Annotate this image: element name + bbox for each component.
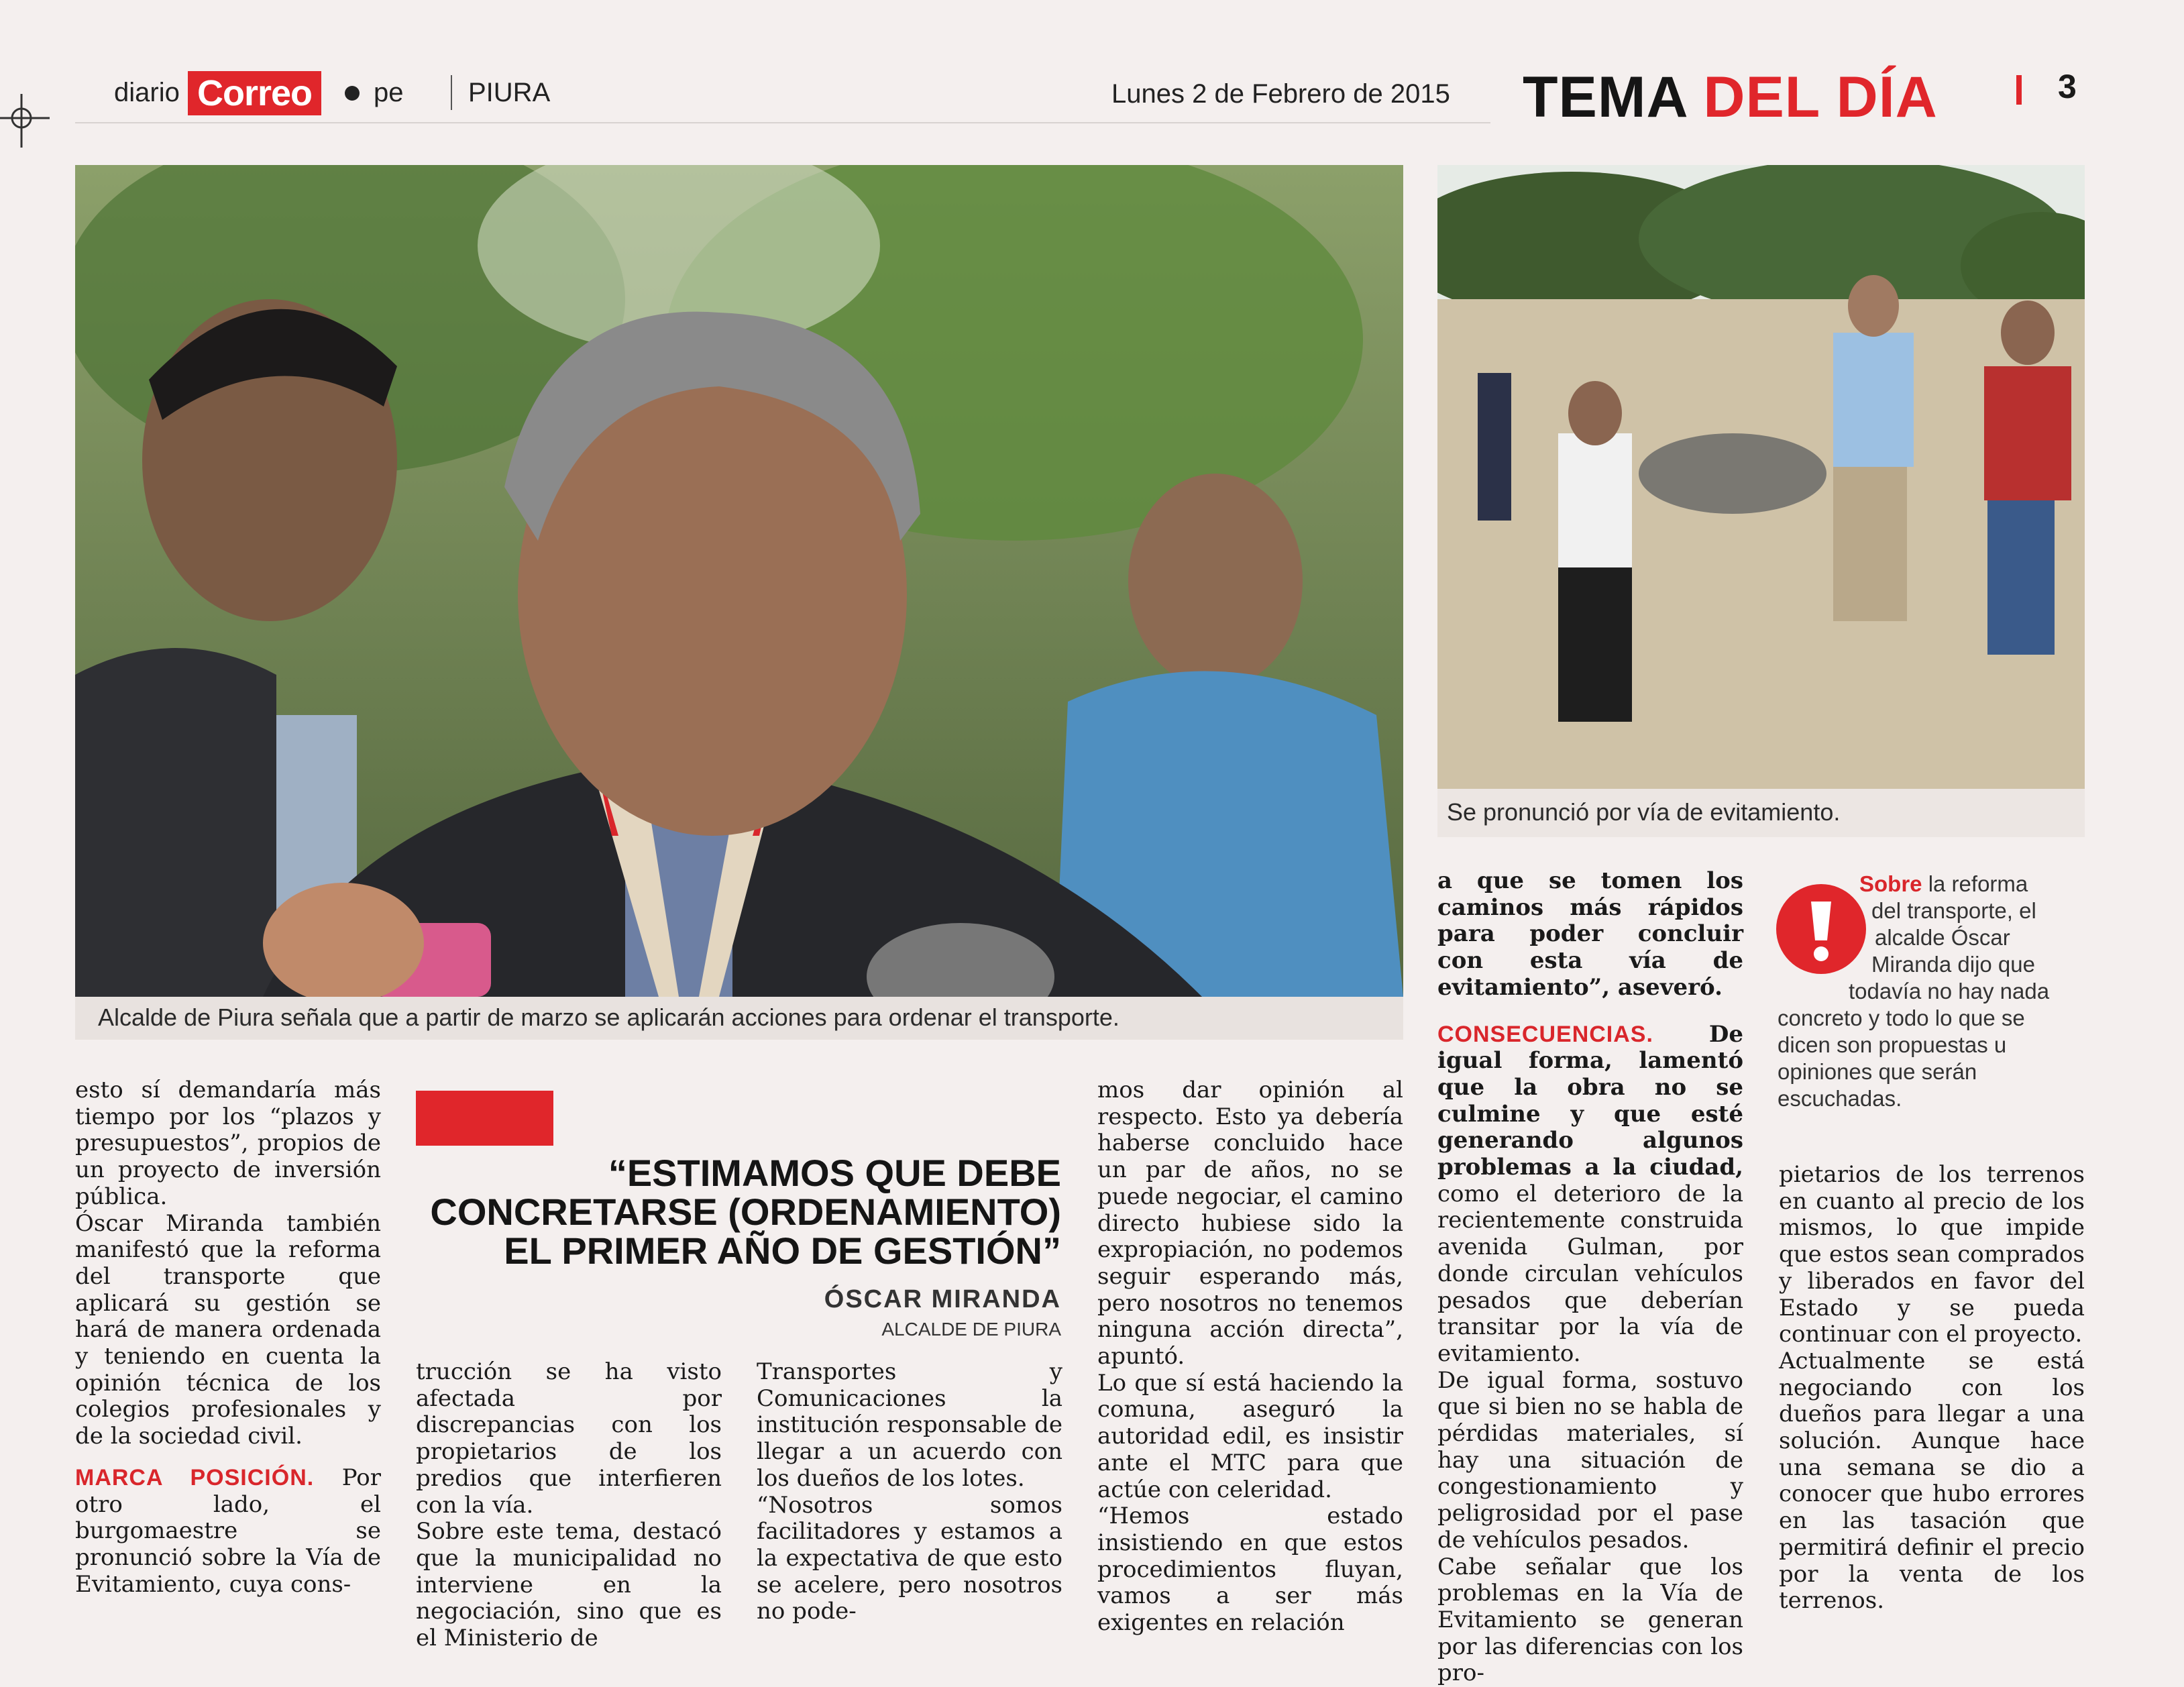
- paragraph-text: Por otro lado, el burgomaestre se pronunció sobre la Vía de Evitamiento, cuya cons-: [75, 1464, 382, 1598]
- title-accent-bar: [2016, 75, 2022, 105]
- paragraph-text: De igual forma, lamentó que la obra no se culmine y que esté generando algunos problemas a la ciudad,: [1437, 1020, 1743, 1181]
- main-photo-illustration: [75, 165, 1403, 997]
- side-note-line: concreto y todo lo que se: [1778, 1005, 2025, 1030]
- article-column-1: [75, 1077, 381, 1598]
- subhead-consecuencias: CONSECUENCIAS.: [1437, 1021, 1653, 1047]
- paragraph: Cabe señalar que los problemas en la Vía de Evitamiento se generan por las diferencias con los pro-: [1437, 1553, 1743, 1687]
- article-column-2: [416, 1359, 722, 1652]
- quote-role: ALCALDE DE PIURA: [881, 1319, 1061, 1340]
- header-city: PIURA: [468, 78, 551, 107]
- brand-suffix: pe: [374, 78, 404, 107]
- section-title: [1523, 64, 1938, 131]
- article-column-6: [1779, 1162, 2085, 1615]
- quote-author: ÓSCAR MIRANDA: [824, 1285, 1061, 1313]
- side-photo: [1437, 165, 2085, 789]
- side-caption-text: Se pronunció por vía de evitamiento.: [1447, 798, 1841, 826]
- paragraph: Actualmente se está negociando con los dueños para llegar a una solución. Aunque hace una semana se dio a conocer que hubo errores en las tasación que permitirá definir el precio por la venta de los terrenos.: [1779, 1347, 2085, 1615]
- article-column-3: [757, 1359, 1062, 1625]
- page-number: 3: [2058, 68, 2077, 105]
- side-note-lead: Sobre: [1859, 871, 1922, 896]
- paragraph: De igual forma, sostuvo que si bien no se habla de pérdidas materiales, sí hay una situación de congestionamiento y peligrosidad por el pase de vehículos pesados.: [1437, 1366, 1743, 1554]
- section-title-part1: TEMA: [1523, 65, 1704, 129]
- side-photo-caption: [1437, 789, 2085, 837]
- side-note-text: la reforma: [1922, 871, 2028, 896]
- header-divider: [451, 75, 452, 110]
- crosshair-icon: [0, 94, 54, 154]
- side-note-line: [1859, 871, 2028, 897]
- main-photo: [75, 165, 1403, 997]
- side-photo-illustration: [1437, 165, 2085, 789]
- side-note-line: todavía no hay nada: [1849, 979, 2050, 1003]
- paragraph: Sobre este tema, destacó que la municipalidad no interviene en la negociación, sino que es el Ministerio de: [416, 1518, 722, 1652]
- header-date: Lunes 2 de Febrero de 2015: [1111, 79, 1450, 109]
- main-caption-text: Alcalde de Piura señala que a partir de marzo se aplicarán acciones para ordenar el transporte.: [98, 1003, 1120, 1031]
- exclamation-icon: [1776, 884, 1866, 974]
- side-note-line: Miranda dijo que: [1871, 952, 2035, 977]
- brand-logo: Correo: [188, 71, 321, 115]
- paragraph: [75, 1465, 381, 1598]
- paragraph: mos dar opinión al respecto. Esto ya debería haberse concluido hace un par de años, no se puede negociar, el camino directo hubiese sido la expropiación, no podemos seguir esperando más, pero nosotros no tenemos ninguna acción directa”, apuntó.: [1097, 1077, 1403, 1370]
- alert-icon: [1776, 884, 1866, 974]
- paragraph: “Nosotros somos facilitadores y estamos a la expectativa de que esto se acelere, pero nosotros no pode-: [757, 1491, 1062, 1625]
- brand-dot-icon: [345, 86, 360, 101]
- paragraph: esto sí demandaría más tiempo por los “plazos y presupuestos”, propios de un proyecto de inversión pública.: [75, 1077, 381, 1210]
- side-note-line: del transporte, el: [1871, 898, 2036, 923]
- side-note-line: dicen son propuestas u: [1778, 1032, 2007, 1057]
- section-title-part2: DEL DÍA: [1703, 65, 1938, 129]
- paragraph: Lo que sí está haciendo la comuna, aseguró la autoridad edil, es insistir ante el MTC para que actúe con celeridad.: [1097, 1369, 1403, 1503]
- article-column-5: [1437, 868, 1743, 1687]
- paragraph: a que se tomen los caminos más rápidos para poder concluir con esta vía de evitamiento”, aseveró.: [1437, 867, 1743, 1001]
- page-header: [75, 67, 1490, 123]
- brand-prefix: diario: [114, 78, 180, 107]
- main-photo-caption: [75, 997, 1403, 1040]
- quote-accent-bar: [416, 1091, 553, 1146]
- subhead-marca-posicion: MARCA POSICIÓN.: [75, 1464, 315, 1490]
- paragraph: “Hemos estado insistiendo en que estos procedimientos fluyan, vamos a ser más exigentes en relación: [1097, 1503, 1403, 1637]
- pull-quote: “ESTIMAMOS QUE DEBE CONCRETARSE (ORDENAMIENTO) EL PRIMER AÑO DE GESTIÓN”: [430, 1152, 1061, 1272]
- side-note-line: escuchadas.: [1778, 1086, 1902, 1111]
- side-note-line: opiniones que serán: [1778, 1059, 1977, 1084]
- paragraph: Transportes y Comunicaciones la institución responsable de llegar a un acuerdo con los dueños de los lotes.: [757, 1358, 1062, 1492]
- paragraph: pietarios de los terrenos en cuanto al precio de los mismos, lo que impide que estos sean comprados y liberados en favor del Estado y se pueda continuar con el proyecto.: [1779, 1161, 2085, 1348]
- paragraph: trucción se ha visto afectada por discrepancias con los propietarios de los predios que interfieren con la vía.: [416, 1358, 722, 1519]
- article-column-4: [1097, 1077, 1403, 1637]
- paragraph: [1437, 1022, 1743, 1368]
- paragraph-text: como el deterioro de la recientemente construida avenida Gulman, por donde circulan vehículos pesados que deberían transitar por la vía de evitamiento.: [1437, 1180, 1743, 1367]
- paragraph: Óscar Miranda también manifestó que la reforma del transporte que aplicará su gestión se hará de manera ordenada y teniendo en cuenta la opinión técnica de los colegios profesionales y de la sociedad civil.: [75, 1209, 381, 1450]
- side-note-line: alcalde Óscar: [1875, 925, 2010, 950]
